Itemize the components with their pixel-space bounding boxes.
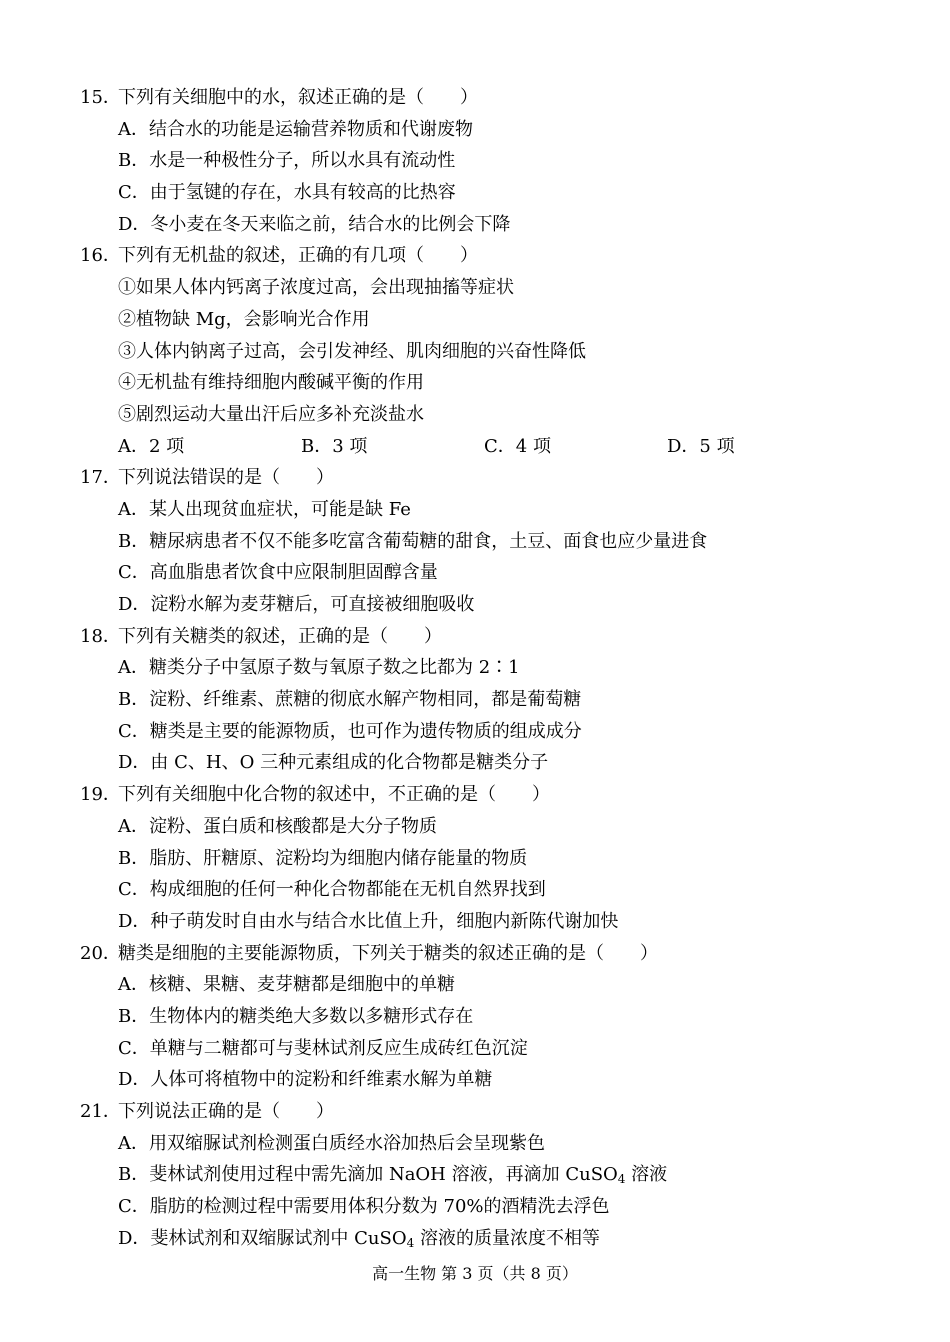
question-15-stem [80, 82, 880, 114]
question-16-stem [80, 240, 880, 272]
question-16-statement-4: ④无机盐有维持细胞内酸碱平衡的作用 [118, 372, 424, 394]
question-19-option-b: B．脂肪、肝糖原、淀粉均为细胞内储存能量的物质 [118, 847, 528, 869]
question-19-option-d: D．种子萌发时自由水与结合水比值上升，细胞内新陈代谢加快 [118, 910, 619, 932]
question-number: 19． [80, 784, 121, 806]
question-16-choice-c: C．4 项 [484, 435, 551, 457]
option-text: 溶液 [625, 1164, 668, 1186]
question-15-option-b: B．水是一种极性分子，所以水具有流动性 [118, 150, 456, 172]
question-text: 下列有关细胞中化合物的叙述中，不正确的是（ ） [118, 784, 550, 806]
question-20-option-b: B．生物体内的糖类绝大多数以多糖形式存在 [118, 1005, 474, 1027]
question-text: 下列有关糖类的叙述，正确的是（ ） [118, 625, 442, 647]
option-text: 溶液的质量浓度不相等 [414, 1227, 600, 1249]
question-21-option-a: A．用双缩脲试剂检测蛋白质经水浴加热后会呈现紫色 [118, 1132, 545, 1154]
question-16-statement-2: ②植物缺 Mg，会影响光合作用 [118, 308, 370, 330]
question-16-choice-d: D．5 项 [667, 435, 735, 457]
question-text: 下列说法正确的是（ ） [118, 1101, 334, 1122]
question-20-stem [80, 938, 880, 970]
question-15-option-a: A．结合水的功能是运输营养物质和代谢废物 [118, 118, 473, 140]
question-19-option-a: A．淀粉、蛋白质和核酸都是大分子物质 [118, 815, 437, 837]
question-15-option-c: C．由于氢键的存在，水具有较高的比热容 [118, 182, 456, 204]
question-text: 下列有无机盐的叙述，正确的有几项（ ） [118, 245, 478, 267]
question-19-option-c: C．构成细胞的任何一种化合物都能在无机自然界找到 [118, 879, 546, 901]
subscript: 4 [406, 1235, 415, 1250]
question-number: 15． [80, 87, 121, 108]
question-20-option-d: D．人体可将植物中的淀粉和纤维素水解为单糖 [118, 1069, 493, 1091]
question-18-option-d: D．由 C、H、O 三种元素组成的化合物都是糖类分子 [118, 752, 549, 774]
question-list [80, 82, 880, 1254]
question-19-stem [80, 779, 880, 811]
question-21-stem [80, 1096, 880, 1128]
question-21-option-c: C．脂肪的检测过程中需要用体积分数为 70%的酒精洗去浮色 [118, 1196, 610, 1218]
question-16-choice-b: B．3 项 [301, 435, 368, 457]
question-17-option-a: A．某人出现贫血症状，可能是缺 Fe [118, 498, 411, 520]
question-18-option-b: B．淀粉、纤维素、蔗糖的彻底水解产物相同，都是葡萄糖 [118, 689, 582, 711]
question-16-choice-a: A．2 项 [118, 435, 185, 457]
question-17-option-b: B．糖尿病患者不仅不能多吃富含葡萄糖的甜食，土豆、面食也应少量进食 [118, 530, 708, 552]
question-17-option-c: C．高血脂患者饮食中应限制胆固醇含量 [118, 562, 438, 584]
question-20-option-c: C．单糖与二糖都可与斐林试剂反应生成砖红色沉淀 [118, 1037, 528, 1059]
question-16-statement-1: ①如果人体内钙离子浓度过高，会出现抽搐等症状 [118, 277, 514, 299]
question-18-option-a: A．糖类分子中氢原子数与氧原子数之比都为 2∶1 [118, 657, 520, 679]
question-18-option-c: C．糖类是主要的能源物质，也可作为遗传物质的组成成分 [118, 720, 582, 742]
question-number: 18． [80, 625, 121, 647]
question-text: 糖类是细胞的主要能源物质，下列关于糖类的叙述正确的是（ ） [118, 942, 658, 964]
question-number: 17． [80, 467, 121, 489]
question-21-option-b [80, 1159, 880, 1191]
question-20-option-a: A．核糖、果糖、麦芽糖都是细胞中的单糖 [118, 974, 455, 996]
question-number: 21． [80, 1101, 121, 1122]
subscript: 4 [617, 1172, 626, 1187]
question-text: 下列说法错误的是（ ） [118, 467, 334, 489]
question-15-option-d: D．冬小麦在冬天来临之前，结合水的比例会下降 [118, 213, 511, 235]
question-16-choices [80, 431, 880, 463]
question-text: 下列有关细胞中的水，叙述正确的是（ ） [118, 87, 478, 108]
option-text: B．斐林试剂使用过程中需先滴加 NaOH 溶液，再滴加 CuSO [118, 1164, 618, 1186]
page-footer: 高一生物 第 3 页（共 8 页） [372, 1264, 578, 1283]
question-18-stem [80, 621, 880, 653]
option-text: D．斐林试剂和双缩脲试剂中 CuSO [118, 1227, 407, 1249]
question-21-option-d [80, 1223, 880, 1255]
question-17-stem [80, 462, 880, 494]
question-number: 16． [80, 245, 121, 267]
question-16-statement-3: ③人体内钠离子过高，会引发神经、肌肉细胞的兴奋性降低 [118, 340, 586, 362]
question-number: 20． [80, 942, 121, 964]
question-17-option-d: D．淀粉水解为麦芽糖后，可直接被细胞吸收 [118, 594, 475, 615]
question-16-statement-5: ⑤剧烈运动大量出汗后应多补充淡盐水 [118, 403, 424, 425]
